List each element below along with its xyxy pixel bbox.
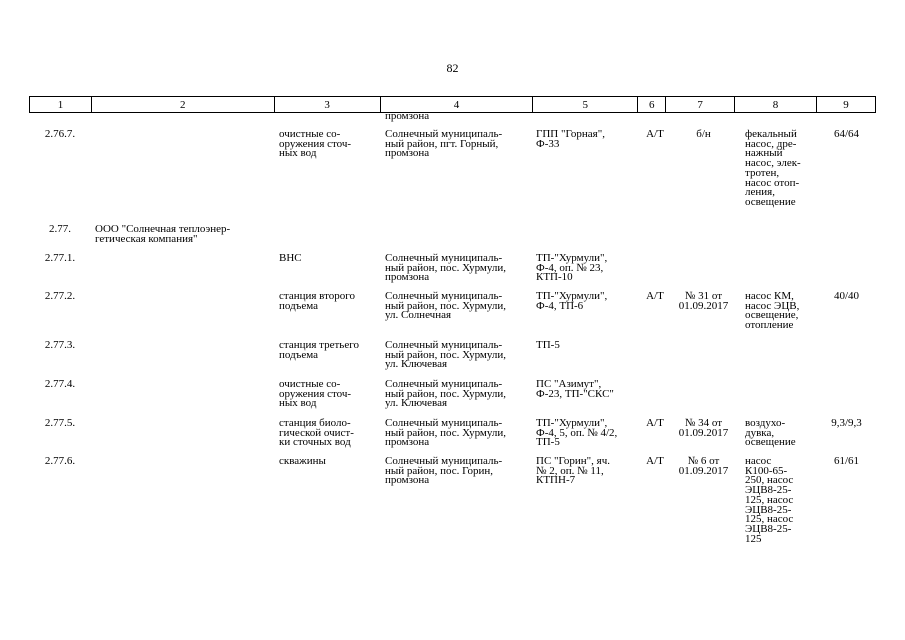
power-supply-source: ПС "Азимут", Ф-23, ТП-"СКС" xyxy=(536,378,614,400)
equipment-list: насос КМ, насос ЭЦВ, освещение, отопление xyxy=(745,290,800,332)
power-supply-source: ГПП "Горная", Ф-33 xyxy=(536,128,605,150)
power-supply-source: ТП-5 xyxy=(536,339,560,351)
power-value: 64/64 xyxy=(833,128,860,140)
power-supply-source: ТП-"Хурмули", Ф-4, 5, оп. № 4/2, ТП-5 xyxy=(536,417,618,449)
object-address: Солнечный муниципаль- ный район, пос. Хурмули, ул. Ключевая xyxy=(385,339,507,371)
equipment-list: фекальный насос, дре- нажный насос, элек- тротен, насос отоп- ления, освещение xyxy=(745,128,801,208)
column-number-3: 3 xyxy=(274,97,380,113)
power-value: 61/61 xyxy=(833,455,860,467)
object-address: Солнечный муниципаль- ный район, пос. Хурмули, промзона xyxy=(385,417,507,449)
row-number: 2.77.1. xyxy=(44,252,76,264)
ownership-type: А/Т xyxy=(646,128,664,140)
power-value: 40/40 xyxy=(833,290,860,302)
row-number: 2.76.7. xyxy=(44,128,76,140)
row-number: 2.77.4. xyxy=(44,378,76,390)
column-number-header xyxy=(29,96,876,113)
organization-name: ООО "Солнечная теплоэнер- гетическая компания" xyxy=(95,223,231,245)
column-number-4: 4 xyxy=(380,97,533,113)
column-number-7: 7 xyxy=(666,97,735,113)
page-number: 82 xyxy=(446,61,459,75)
column-number-9: 9 xyxy=(817,97,876,113)
object-name: очистные со- оружения сточ- ных вод xyxy=(279,378,352,410)
column-number-1: 1 xyxy=(30,97,92,113)
power-supply-source: ТП-"Хурмули", Ф-4, ТП-6 xyxy=(536,290,608,312)
column-number-8: 8 xyxy=(735,97,817,113)
row-number: 2.77.6. xyxy=(44,455,76,467)
object-address: Солнечный муниципаль- ный район, пос. Хурмули, промзона xyxy=(385,252,507,284)
continuation-address: промзона xyxy=(385,110,430,122)
column-number-2: 2 xyxy=(91,97,274,113)
object-name: станция третьего подъема xyxy=(279,339,359,361)
row-number: 2.77.5. xyxy=(44,417,76,429)
object-address: Солнечный муниципаль- ный район, пос. Хурмули, ул. Солнечная xyxy=(385,290,507,322)
document-number: б/н xyxy=(696,128,711,140)
ownership-type: А/Т xyxy=(646,290,664,302)
equipment-list: воздухо- дувка, освещение xyxy=(745,417,796,449)
row-number: 2.77.2. xyxy=(44,290,76,302)
object-name: станция второго подъема xyxy=(279,290,355,312)
document-number: № 6 от 01.09.2017 xyxy=(678,455,729,477)
ownership-type: А/Т xyxy=(646,417,664,429)
object-address: Солнечный муниципаль- ный район, пгт. Горный, промзона xyxy=(385,128,503,160)
object-name: ВНС xyxy=(279,252,302,264)
object-address: Солнечный муниципаль- ный район, пос. Горин, промзона xyxy=(385,455,503,487)
object-name: скважины xyxy=(279,455,326,467)
power-supply-source: ТП-"Хурмули", Ф-4, оп. № 23, КТП-10 xyxy=(536,252,608,284)
object-name: станция биоло- гической очист- ки сточных вод xyxy=(279,417,354,449)
power-value: 9,3/9,3 xyxy=(831,417,862,429)
document-number: № 31 от 01.09.2017 xyxy=(678,290,729,312)
equipment-list: насос К100-65- 250, насос ЭЦВ8-25- 125, насос ЭЦВ8-25- 125, насос ЭЦВ8-25- 125 xyxy=(745,455,794,545)
object-name: очистные со- оружения сточ- ных вод xyxy=(279,128,352,160)
column-number-5: 5 xyxy=(533,97,638,113)
document-number: № 34 от 01.09.2017 xyxy=(678,417,729,439)
ownership-type: А/Т xyxy=(646,455,664,467)
column-number-6: 6 xyxy=(638,97,666,113)
row-number: 2.77.3. xyxy=(44,339,76,351)
row-number: 2.77. xyxy=(49,223,71,235)
object-address: Солнечный муниципаль- ный район, пос. Хурмули, ул. Ключевая xyxy=(385,378,507,410)
power-supply-source: ПС "Горин", яч. № 2, оп. № 11, КТПН-7 xyxy=(536,455,611,487)
